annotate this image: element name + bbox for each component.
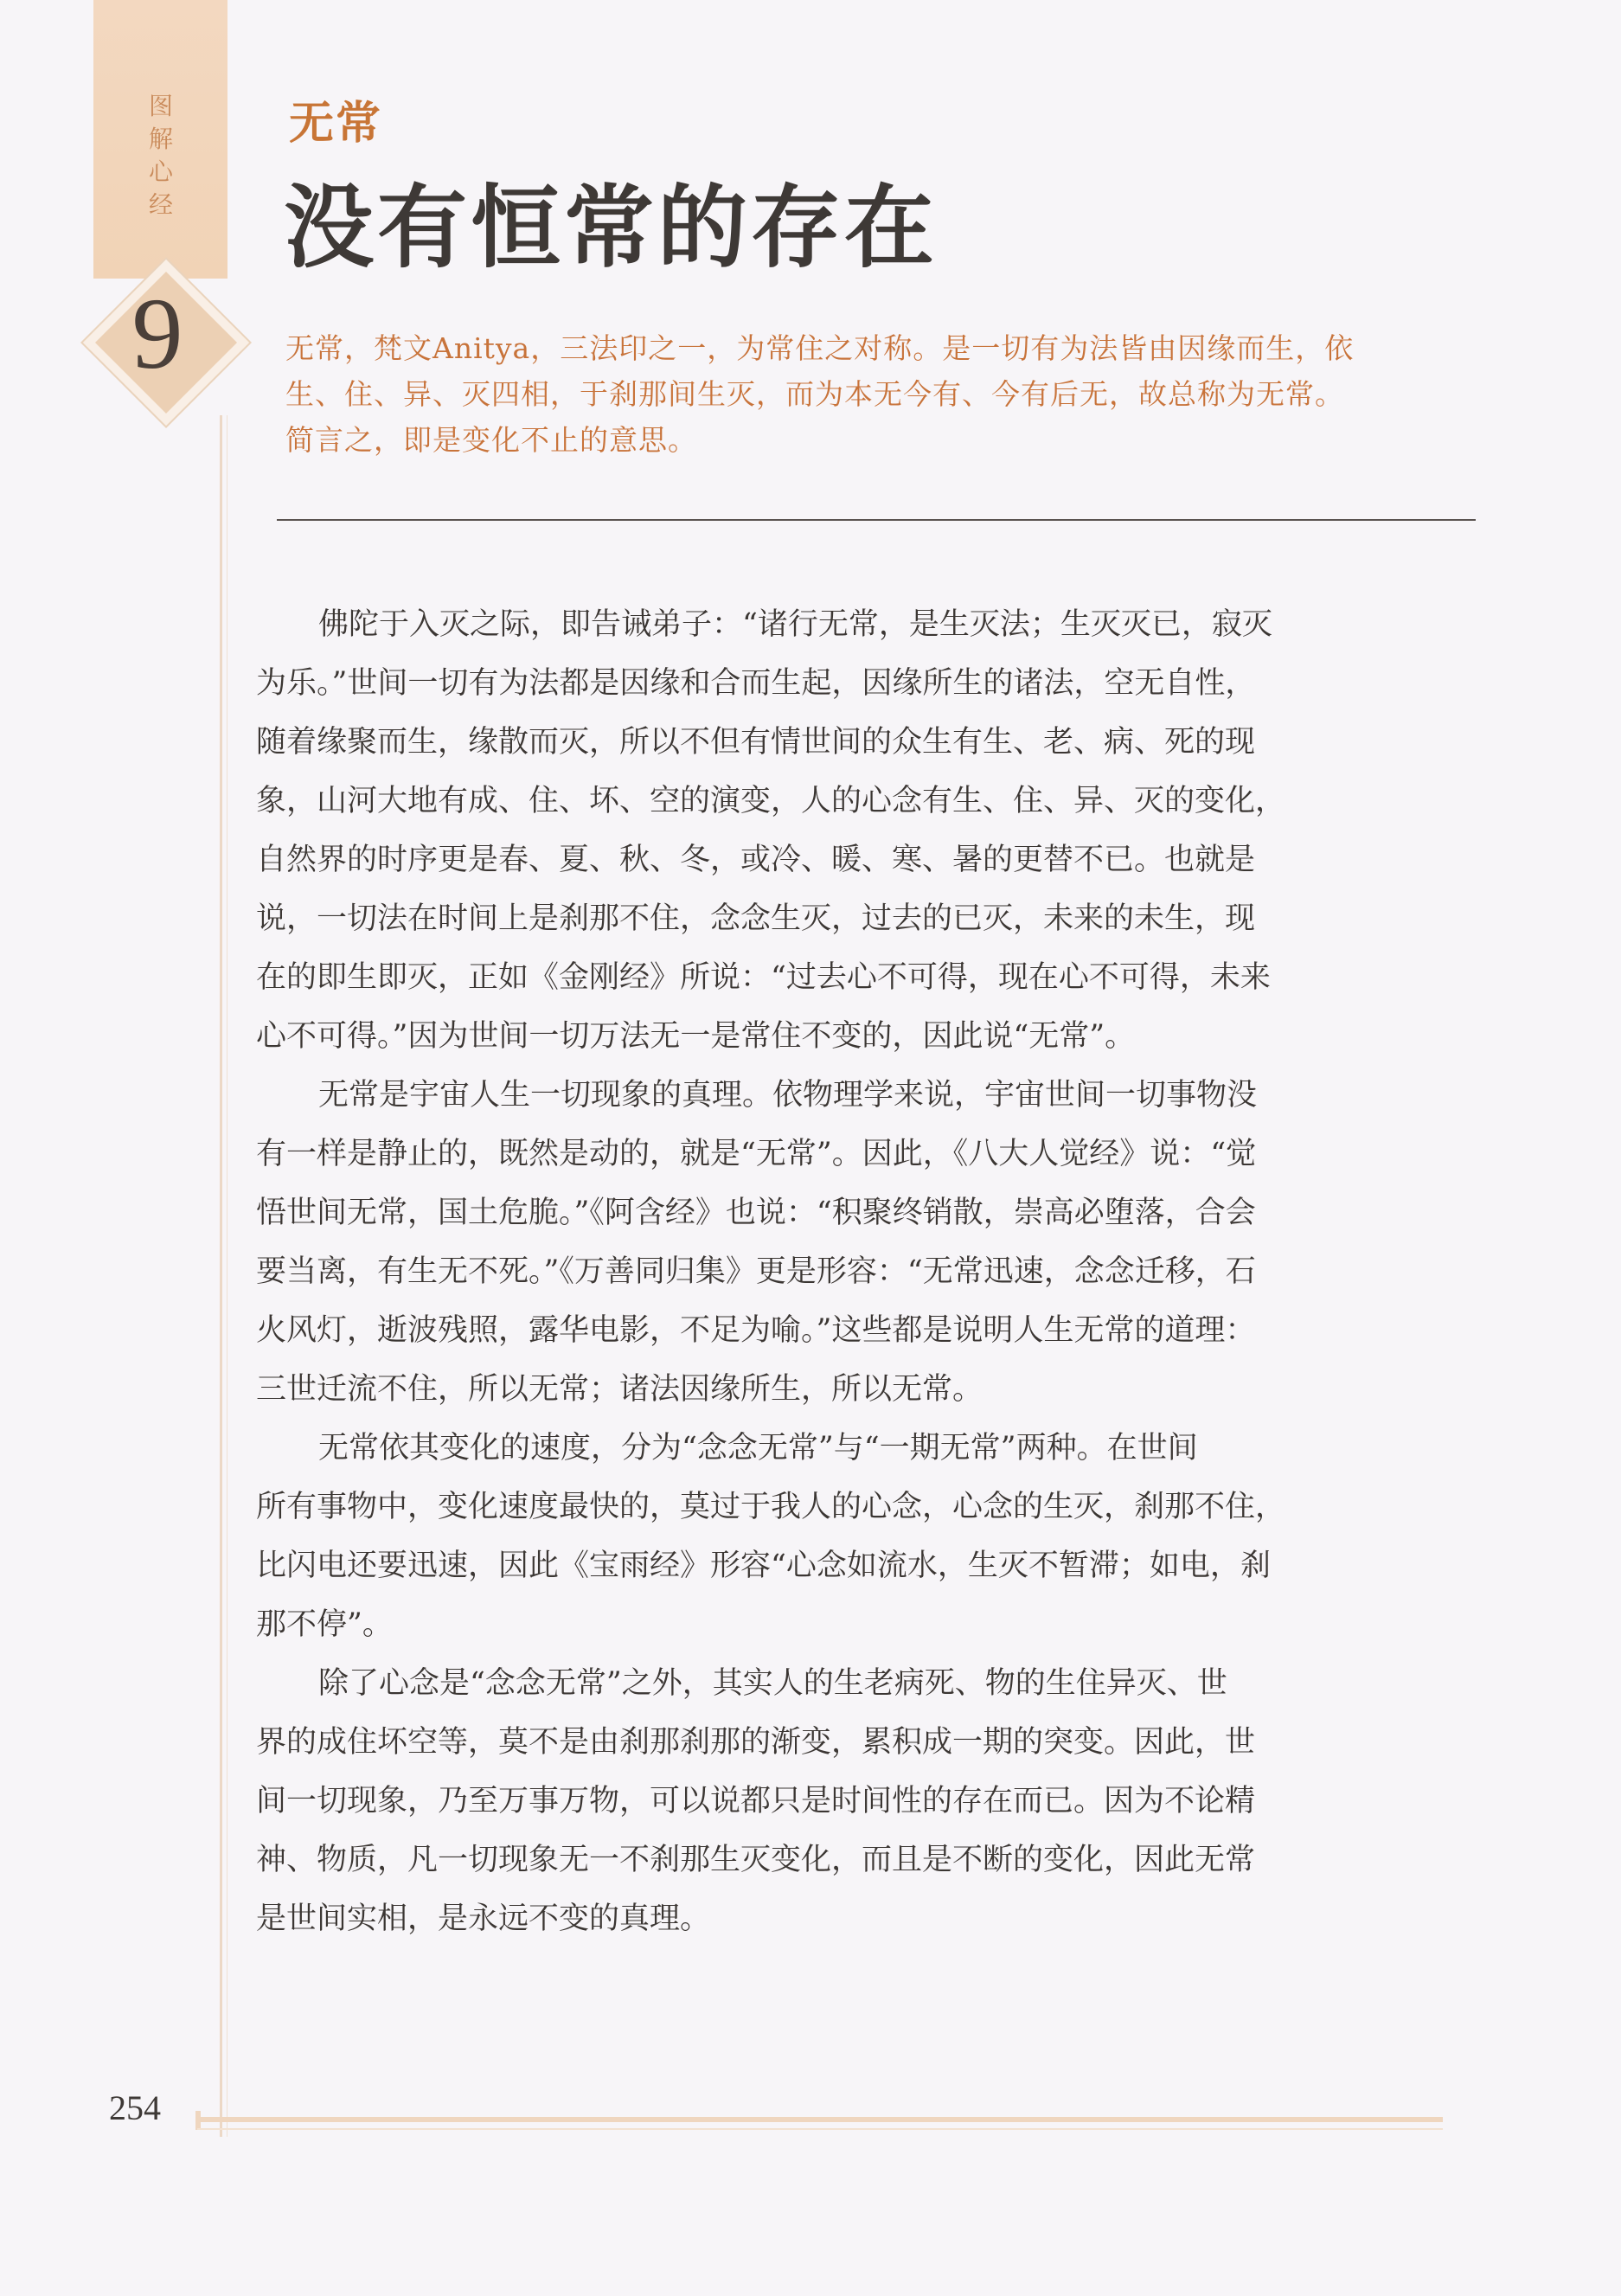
body-line: 比闪电还要迅速，因此《宝雨经》形容“心念如流水，生灭不暂滞；如电，刹: [256, 1549, 1271, 1583]
intro-line: 简言之，即是变化不止的意思。: [285, 423, 697, 457]
divider: [277, 519, 1476, 521]
margin-guide-line: [220, 415, 222, 2137]
body-line: 要当离，有生无不死。”《万善同归集》更是形容：“无常迅速，念念迁移，石: [256, 1254, 1256, 1289]
body-line: 界的成住坏空等，莫不是由刹那刹那的渐变，累积成一期的突变。因此，世: [256, 1725, 1256, 1760]
body-line: 象，山河大地有成、住、坏、空的演变，人的心念有生、住、异、灭的变化，: [256, 784, 1286, 818]
body-line: 无常是宇宙人生一切现象的真理。依物理学来说，宇宙世间一切事物没: [318, 1078, 1258, 1113]
body-line: 自然界的时序更是春、夏、秋、冬，或冷、暖、寒、暑的更替不已。也就是: [256, 843, 1256, 877]
book-title-char: 图: [148, 92, 173, 120]
body-line: 所有事物中，变化速度最快的，莫过于我人的心念，心念的生灭，刹那不住，: [256, 1490, 1286, 1524]
body-text: [256, 595, 1476, 1948]
intro-paragraph: [285, 325, 1479, 463]
footer-line: [197, 2117, 1443, 2122]
body-line: 火风灯，逝波残照，露华电影，不足为喻。”这些都是说明人生无常的道理：: [256, 1313, 1256, 1348]
body-line: 为乐。”世间一切有为法都是因缘和合而生起，因缘所生的诸法，空无自性，: [256, 666, 1256, 701]
body-line: 心不可得。”因为世间一切万法无一是常住不变的，因此说“无常”。: [256, 1019, 1136, 1054]
page-title: 没有恒常的存在: [284, 174, 939, 280]
chapter-badge: [73, 249, 242, 419]
body-line: 无常依其变化的速度，分为“念念无常”与“一期无常”两种。在世间: [318, 1431, 1198, 1465]
body-line: 佛陀于入灭之际，即告诫弟子：“诸行无常，是生灭法；生灭灭已，寂灭: [318, 607, 1272, 642]
body-line: 说，一切法在时间上是刹那不住，念念生灭，过去的已灭，未来的未生，现: [256, 901, 1256, 936]
book-title-char: 解: [148, 125, 173, 153]
body-line: 三世迁流不住，所以无常；诸法因缘所生，所以无常。: [256, 1372, 983, 1407]
body-line: 悟世间无常，国土危脆。”《阿含经》也说：“积聚终销散，崇高必堕落，合会: [256, 1196, 1256, 1230]
body-line: 是世间实相，是永远不变的真理。: [256, 1902, 711, 1936]
book-title-vertical: [140, 90, 182, 221]
book-title-char: 经: [148, 190, 173, 219]
body-line: 除了心念是“念念无常”之外，其实人的生老病死、物的生住异灭、世: [318, 1666, 1227, 1701]
section-subtitle: 无常: [289, 97, 383, 150]
body-line: 在的即生即灭，正如《金刚经》所说：“过去心不可得，现在心不可得，未来: [256, 960, 1271, 995]
intro-line: 无常，梵文Anitya，三法印之一，为常住之对称。是一切有为法皆由因缘而生，依: [285, 331, 1355, 365]
chapter-number: 9: [131, 277, 183, 390]
body-line: 有一样是静止的，既然是动的，就是“无常”。因此，《八大人觉经》说：“觉: [256, 1137, 1257, 1171]
body-line: 神、物质，凡一切现象无一不刹那生灭变化，而且是不断的变化，因此无常: [256, 1843, 1256, 1877]
body-line: 随着缘聚而生，缘散而灭，所以不但有情世间的众生有生、老、病、死的现: [256, 725, 1256, 760]
book-title-char: 心: [148, 157, 173, 186]
intro-line: 生、住、异、灭四相，于刹那间生灭，而为本无今有、今有后无，故总称为无常。: [285, 377, 1344, 411]
page-number: 254: [109, 2088, 161, 2127]
body-line: 那不停”。: [256, 1607, 393, 1642]
footer-line-thin: [197, 2128, 1443, 2130]
body-line: 间一切现象，乃至万事万物，可以说都只是时间性的存在而已。因为不论精: [256, 1784, 1256, 1818]
